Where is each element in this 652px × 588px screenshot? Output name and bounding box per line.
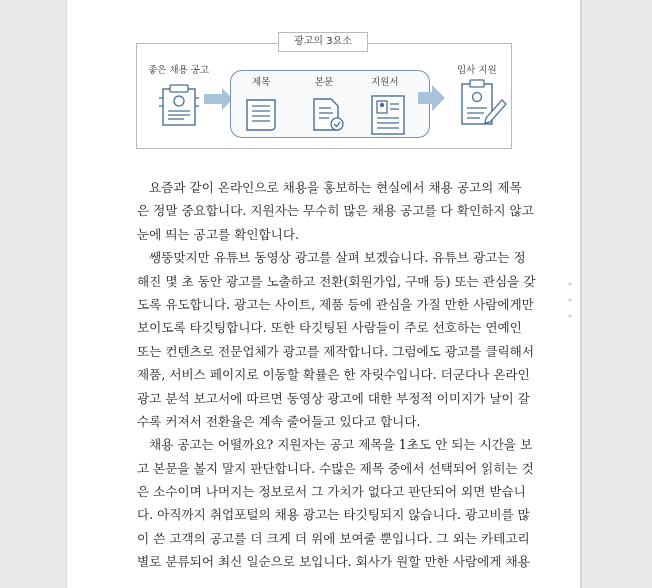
scroll-dot: [568, 298, 572, 302]
text-line: 도록 유도합니다. 광고는 사이트, 제품 등에 관심을 가질 만한 사람에게만: [137, 296, 534, 312]
page-right-edge: [580, 0, 582, 588]
figure-left-label: 좋은 채용 공고: [148, 65, 210, 76]
article-body: [137, 176, 536, 574]
text-line: 요즘과 같이 온라인으로 채용을 홍보하는 현실에서 채용 공고의 제목: [149, 180, 522, 195]
text-line: 제품, 서비스 페이지로 이동할 확률은 한 자릿수입니다. 더군다나 온라인: [137, 367, 530, 383]
figure-item-body: 본문: [315, 77, 334, 88]
text-line: 눈에 띄는 공고를 확인합니다.: [137, 226, 299, 242]
figure-title: 광고의 3요소: [278, 32, 368, 52]
figure-item-title: 제목: [252, 77, 271, 88]
text-line: 고 본문을 볼지 말지 판단합니다. 수많은 제목 중에서 선택되어 읽히는 것: [137, 460, 534, 476]
text-line: 다. 아직까지 취업포털의 채용 광고는 타깃팅되지 않습니다. 광고비를 많: [137, 507, 530, 523]
paragraph: [137, 176, 534, 246]
figure-item-application: 지원서: [371, 77, 399, 88]
figure-right-label: 입사 지원: [457, 65, 497, 76]
paragraph: [137, 433, 534, 573]
scroll-indicator[interactable]: [567, 282, 575, 342]
text-line: 이 쓴 고객의 공고를 더 크게 더 위에 보여줄 뿐입니다. 그 외는 카테고리: [137, 530, 530, 546]
text-line: 채용 공고는 어떨까요? 지원자는 공고 제목을 1초도 안 되는 시간을 보: [149, 437, 533, 453]
text-line: 수록 커져서 전환율은 계속 줄어들고 있다고 합니다.: [137, 413, 421, 429]
text-line: 은 소수이며 나머지는 정보로서 그 가치가 없다고 판단되어 외면 받습니: [137, 484, 526, 500]
text-line: 쌩뚱맞지만 유튜브 동영상 광고를 살펴 보겠습니다. 유튜브 광고는 정: [149, 250, 526, 266]
text-line: 별로 분류되어 최신 일순으로 보입니다. 회사가 원할 만한 사람에게 채용: [137, 554, 530, 570]
text-line: 보이도록 타깃팅합니다. 또한 타깃팅된 사람들이 주로 선호하는 연예인: [137, 320, 522, 336]
scroll-dot: [568, 314, 572, 318]
document-check-icon: [309, 96, 347, 134]
paragraph: [137, 246, 536, 433]
text-line: 해진 몇 초 동안 광고를 노출하고 전환(회원가입, 구매 등) 또는 관심을 갖: [137, 273, 536, 289]
job-posting-icon: [157, 80, 207, 128]
arrow-right-icon: [418, 84, 446, 112]
scroll-dot: [568, 282, 572, 286]
text-line: 은 정말 중요합니다. 지원자는 무수히 많은 채용 공고를 다 확인하지 않고: [137, 203, 534, 219]
text-line: 또는 컨텐츠로 전문업체가 광고를 제작합니다. 그럼에도 광고를 클릭해서: [137, 343, 534, 359]
resume-icon: [369, 94, 409, 136]
application-form-icon: [458, 78, 508, 128]
text-line: 광고 분석 보고서에 따르면 동영상 광고에 대한 부정적 이미지가 날이 갈: [137, 390, 530, 406]
newspaper-icon: [242, 96, 280, 134]
